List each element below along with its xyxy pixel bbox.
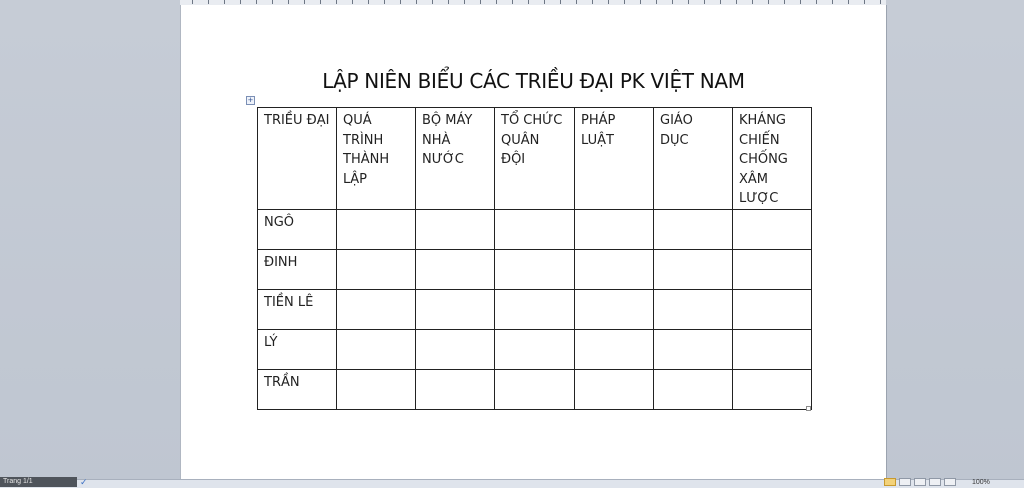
empty-cell[interactable]: [337, 329, 416, 369]
header-cell-line: TRIỀU ĐẠI: [264, 113, 330, 128]
ruler-tick: [592, 0, 593, 4]
ruler-tick: [304, 0, 305, 4]
empty-cell[interactable]: [575, 209, 654, 249]
empty-cell[interactable]: [733, 369, 812, 409]
empty-cell[interactable]: [416, 249, 495, 289]
table-resize-handle[interactable]: [806, 406, 811, 411]
ruler-tick: [496, 0, 497, 4]
empty-cell[interactable]: [575, 249, 654, 289]
empty-cell[interactable]: [575, 289, 654, 329]
table-row: [258, 289, 812, 329]
ruler-tick: [720, 0, 721, 4]
ruler-tick: [352, 0, 353, 4]
empty-cell[interactable]: [654, 329, 733, 369]
ruler-tick: [384, 0, 385, 4]
dynasty-name-cell[interactable]: [258, 289, 337, 329]
ruler-tick: [192, 0, 193, 4]
header-cell-line: THÀNH: [343, 152, 390, 167]
header-cell-line: BỘ MÁY: [422, 113, 473, 128]
ruler-tick: [368, 0, 369, 4]
empty-cell[interactable]: [575, 329, 654, 369]
ruler-tick: [672, 0, 673, 4]
header-cell-line: XÂM: [739, 171, 769, 187]
header-cell[interactable]: [416, 108, 495, 210]
ruler-tick: [816, 0, 817, 4]
header-cell-line: QUÁ: [343, 113, 372, 128]
header-cell-line: LƯỢC: [739, 191, 779, 206]
empty-cell[interactable]: [416, 209, 495, 249]
ruler-tick: [848, 0, 849, 4]
empty-cell[interactable]: [654, 209, 733, 249]
empty-cell[interactable]: [495, 209, 575, 249]
ruler-tick: [448, 0, 449, 4]
ruler-tick: [704, 0, 705, 4]
dynasty-name: NGÔ: [264, 214, 295, 230]
dynasty-name: TRẦN: [264, 374, 300, 390]
ruler-tick: [288, 0, 289, 4]
proofing-check-icon[interactable]: ✓: [80, 477, 88, 487]
ruler-tick: [736, 0, 737, 4]
empty-cell[interactable]: [654, 289, 733, 329]
empty-cell[interactable]: [416, 329, 495, 369]
print-layout-view-button[interactable]: [884, 478, 896, 486]
header-cell-line: CHIẾN: [739, 132, 780, 148]
header-cell[interactable]: [337, 108, 416, 210]
dynasty-name-cell[interactable]: [258, 249, 337, 289]
table-row: [258, 209, 812, 249]
ruler-tick: [880, 0, 881, 4]
header-cell-line: GIÁO: [660, 113, 693, 128]
ruler-tick: [784, 0, 785, 4]
ruler-tick: [512, 0, 513, 4]
view-buttons: [884, 478, 956, 487]
header-cell-line: QUÂN: [501, 132, 540, 148]
web-layout-view-button[interactable]: [914, 478, 926, 486]
ruler-tick: [576, 0, 577, 4]
status-page-indicator[interactable]: Trang 1/1: [0, 477, 77, 487]
ruler-tick: [272, 0, 273, 4]
ruler-tick: [480, 0, 481, 4]
ruler-tick: [832, 0, 833, 4]
ruler-tick: [336, 0, 337, 4]
empty-cell[interactable]: [337, 289, 416, 329]
empty-cell[interactable]: [495, 329, 575, 369]
dynasty-name: TIỀN LÊ: [264, 294, 314, 310]
ruler-tick: [544, 0, 545, 4]
dynasty-name: LÝ: [264, 334, 278, 350]
ruler-tick: [432, 0, 433, 4]
table-move-handle-icon[interactable]: +: [247, 95, 254, 105]
header-cell-line: TỔ CHỨC: [501, 113, 563, 128]
empty-cell[interactable]: [337, 249, 416, 289]
dynasty-table[interactable]: [257, 107, 812, 410]
table-header-row: [258, 108, 812, 210]
header-cell[interactable]: [654, 108, 733, 210]
ruler-tick: [208, 0, 209, 4]
header-cell-line: PHÁP: [581, 113, 616, 128]
ruler-tick: [624, 0, 625, 4]
ruler-tick: [640, 0, 641, 4]
header-cell-line: ĐỘI: [501, 152, 526, 167]
ruler-tick: [608, 0, 609, 4]
empty-cell[interactable]: [654, 369, 733, 409]
ruler-tick: [800, 0, 801, 4]
ruler-tick: [400, 0, 401, 4]
ruler-tick: [256, 0, 257, 4]
header-cell-line: CHỐNG: [739, 152, 788, 167]
dynasty-name-cell[interactable]: [258, 209, 337, 249]
empty-cell[interactable]: [495, 249, 575, 289]
header-cell[interactable]: [733, 108, 812, 210]
ruler-tick: [656, 0, 657, 4]
ruler-tick: [224, 0, 225, 4]
ruler-tick: [864, 0, 865, 4]
full-screen-view-button[interactable]: [899, 478, 911, 486]
empty-cell[interactable]: [733, 249, 812, 289]
header-cell[interactable]: [258, 108, 337, 210]
ruler-tick: [528, 0, 529, 4]
header-cell-line: DỤC: [660, 132, 689, 148]
header-cell-line: LẬP: [343, 171, 367, 187]
table-row: [258, 369, 812, 409]
empty-cell[interactable]: [733, 329, 812, 369]
dynasty-name-cell[interactable]: [258, 329, 337, 369]
empty-cell[interactable]: [337, 209, 416, 249]
document-title: LẬP NIÊN BIỂU CÁC TRIỀU ĐẠI PK VIỆT NAM: [322, 69, 745, 93]
empty-cell[interactable]: [575, 369, 654, 409]
empty-cell[interactable]: [654, 249, 733, 289]
header-cell-line: TRÌNH: [343, 132, 384, 148]
ruler-tick: [560, 0, 561, 4]
empty-cell[interactable]: [495, 369, 575, 409]
dynasty-name-cell[interactable]: [258, 369, 337, 409]
ruler-tick: [240, 0, 241, 4]
empty-cell[interactable]: [495, 289, 575, 329]
empty-cell[interactable]: [337, 369, 416, 409]
header-cell-line: NƯỚC: [422, 152, 464, 167]
ruler-tick: [688, 0, 689, 4]
header-cell-line: KHÁNG: [739, 113, 786, 128]
ruler-tick: [416, 0, 417, 4]
header-cell[interactable]: [575, 108, 654, 210]
empty-cell[interactable]: [733, 289, 812, 329]
ruler-tick: [320, 0, 321, 4]
table-row: [258, 249, 812, 289]
outline-view-button[interactable]: [929, 478, 941, 486]
draft-view-button[interactable]: [944, 478, 956, 486]
empty-cell[interactable]: [733, 209, 812, 249]
ruler-tick: [752, 0, 753, 4]
ruler-tick: [768, 0, 769, 4]
empty-cell[interactable]: [416, 369, 495, 409]
dynasty-name: ĐINH: [264, 254, 298, 270]
header-cell[interactable]: [495, 108, 575, 210]
header-cell-line: NHÀ: [422, 132, 451, 148]
table-row: [258, 329, 812, 369]
ruler-tick: [464, 0, 465, 4]
zoom-level[interactable]: 100%: [972, 479, 990, 486]
header-cell-line: LUẬT: [581, 132, 614, 148]
empty-cell[interactable]: [416, 289, 495, 329]
